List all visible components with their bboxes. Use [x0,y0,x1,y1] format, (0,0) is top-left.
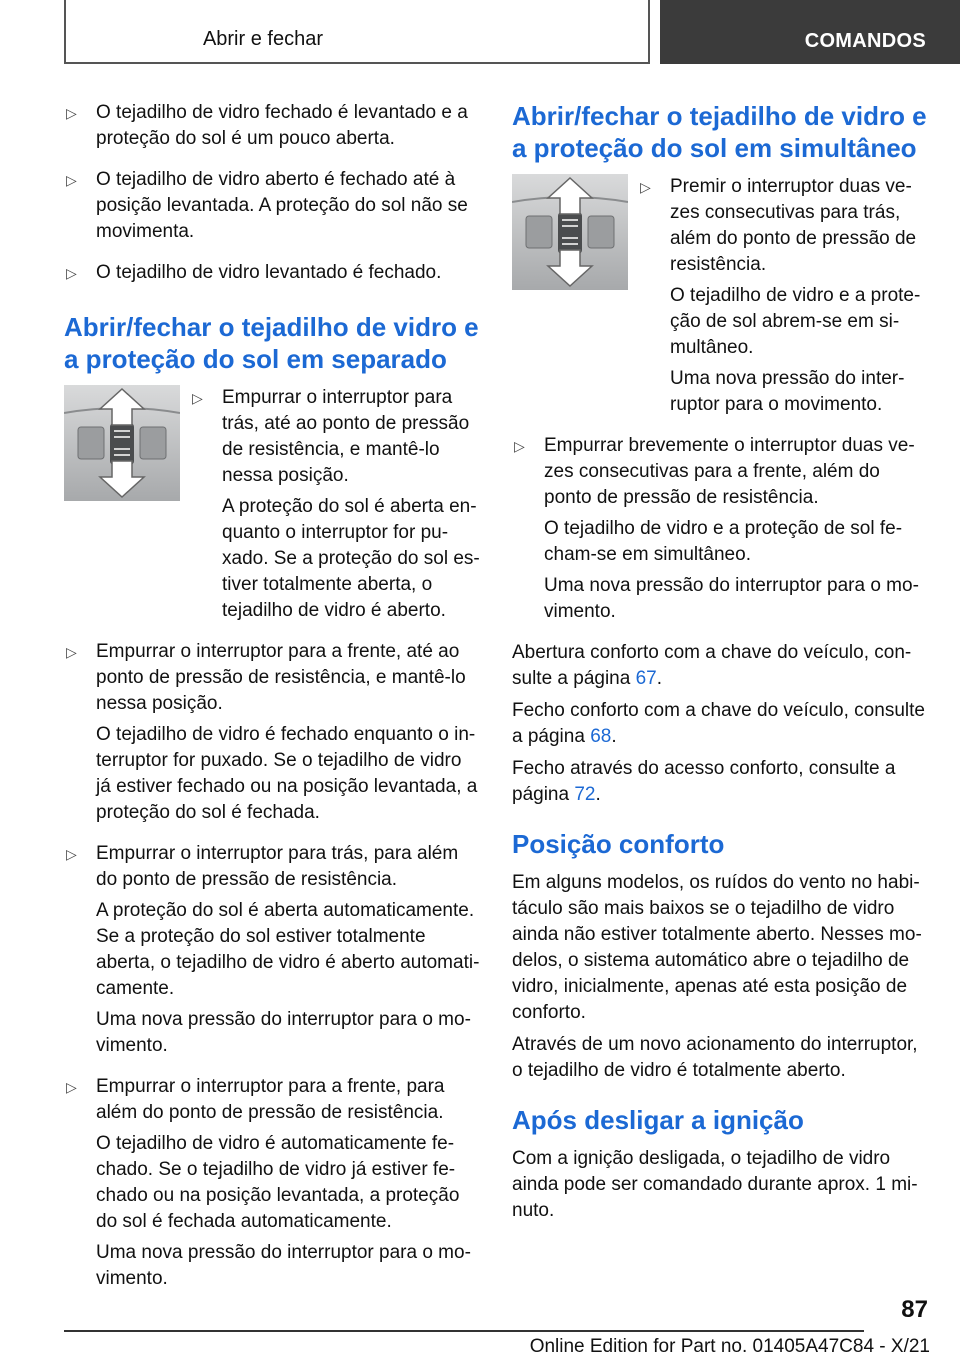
list-item [64,167,480,250]
section-title-simultaneo: Abrir/fechar o tejadilho de vidro e a proteção do sol em simultâneo [512,101,927,163]
bullet-text: Uma nova pressão do inter- ruptor para o movimento. [670,368,905,415]
page-link[interactable]: 68 [590,726,612,747]
paragraph: Em alguns modelos, os ruídos do vento no habi- táculo são mais baixos se o tejadilho de vidro ainda não estiver totalmente aberto. Nesses mo- delos, o sistema automático abre o tejadilho de vidro, inicialmente, apenas até esta posição de conforto. [512,872,922,1023]
footer-edition: Online Edition for Part no. 01405A47C84 - X/21 [529,1336,930,1357]
list-item [64,639,480,831]
triangle-right-icon: ▷ [514,438,525,454]
list-item [190,385,480,629]
list-item [64,260,480,291]
page-number: 87 [901,1296,928,1323]
bullet-text: O tejadilho de vidro fechado é levantado e a proteção do sol é um pouco aberta. [96,102,468,149]
triangle-right-icon: ▷ [640,179,651,195]
bullet-text: O tejadilho de vidro levantado é fechado. [96,262,442,283]
triangle-right-icon: ▷ [66,1079,77,1095]
list-item [64,100,480,157]
bullet-text: Empurrar o interruptor para a frente, até ao ponto de pressão de resistência, e mantê-lo nessa posição. [96,641,466,714]
bullet-text: Uma nova pressão do interruptor para o mo- vimento. [96,1242,471,1289]
triangle-right-icon: ▷ [66,105,77,121]
list-item [64,841,480,1064]
page-reference: Fecho através do acesso conforto, consulte a página 72. [512,758,896,805]
triangle-right-icon: ▷ [66,172,77,188]
footer-divider [64,1330,864,1332]
bullet-text: O tejadilho de vidro e a proteção de sol fe- cham-se em simultâneo. [544,518,903,565]
bullet-text: Empurrar brevemente o interruptor duas ve- zes consecutivas para a frente, além do ponto de pressão de resistência. [544,435,915,508]
bullet-text: Empurrar o interruptor para a frente, para além do ponto de pressão de resistência. [96,1076,445,1123]
triangle-right-icon: ▷ [66,846,77,862]
bullet-text: O tejadilho de vidro é automaticamente fe- chado. Se o tejadilho de vidro já estiver fe- chado ou na posição levantada, a proteção do sol é fechada automaticamente. [96,1133,460,1232]
bullet-text: Uma nova pressão do interruptor para o mo- vimento. [544,575,919,622]
bullet-text: O tejadilho de vidro é fechado enquanto o in- terruptor for puxado. Se o tejadilho de vidro já estiver fechado ou na posição levantada, a proteção do sol é fechada. [96,724,478,823]
section-title-posicao: Posição conforto [512,829,725,859]
header-tab[interactable] [660,0,960,64]
bullet-text: O tejadilho de vidro aberto é fechado até à posição levantada. A proteção do sol não se movimenta. [96,169,468,242]
image-bullet-row [512,174,928,433]
page-reference: Abertura conforto com a chave do veículo, con- sulte a página 67. [512,642,912,689]
header-frame [64,0,650,64]
page-link[interactable]: 67 [635,668,657,689]
roof-switch-icon [64,385,180,501]
list-item [638,174,928,423]
bullet-text: Empurrar o interruptor para trás, até ao ponto de pressão de resistência, e mantê-lo nessa posição. [222,387,470,486]
reference-text: Abertura conforto com a chave do veículo, con- sulte a página [512,642,912,689]
reference-text: Fecho através do acesso conforto, consulte a página [512,758,896,805]
bullet-text: O tejadilho de vidro e a prote- ção de sol abrem-se em si- multâneo. [670,285,921,358]
header-tab-label: COMANDOS [804,30,926,52]
bullet-text: A proteção do sol é aberta en- quanto o interruptor for pu- xado. Se a proteção do sol es- tiver totalmente aberta, o tejadilho de vidro é aberto. [222,496,480,621]
roof-switch-icon [512,174,628,290]
section-title-apos: Após desligar a ignição [512,1105,804,1135]
right-column [512,100,928,1230]
list-item [512,433,928,630]
triangle-right-icon: ▷ [192,390,203,406]
bullet-text: Uma nova pressão do interruptor para o mo- vimento. [96,1009,471,1056]
left-column [64,100,480,1307]
bullet-text: Empurrar o interruptor para trás, para além do ponto de pressão de resistência. [96,843,459,890]
bullet-text: Premir o interruptor duas ve- zes consecutivas para trás, além do ponto de pressão de resistência. [670,176,917,275]
list-item [64,1074,480,1297]
header-section-title: Abrir e fechar [202,28,323,50]
page-reference: Fecho conforto com a chave do veículo, consulte a página 68. [512,700,925,747]
triangle-right-icon: ▷ [66,644,77,660]
triangle-right-icon: ▷ [66,265,77,281]
paragraph: Através de um novo acionamento do interruptor, o tejadilho de vidro é totalmente aberto. [512,1034,918,1081]
page-link[interactable]: 72 [574,784,596,805]
paragraph: Com a ignição desligada, o tejadilho de vidro ainda pode ser comandado durante aprox. 1 mi- nuto. [512,1148,918,1221]
reference-text: Fecho conforto com a chave do veículo, consulte a página [512,700,925,747]
section-title-separado: Abrir/fechar o tejadilho de vidro e a proteção do sol em separado [64,312,479,374]
image-bullet-row [64,385,480,639]
bullet-text: A proteção do sol é aberta automaticamente. Se a proteção do sol estiver totalmente aberta, o tejadilho de vidro é aberto automati- camente. [96,900,480,999]
